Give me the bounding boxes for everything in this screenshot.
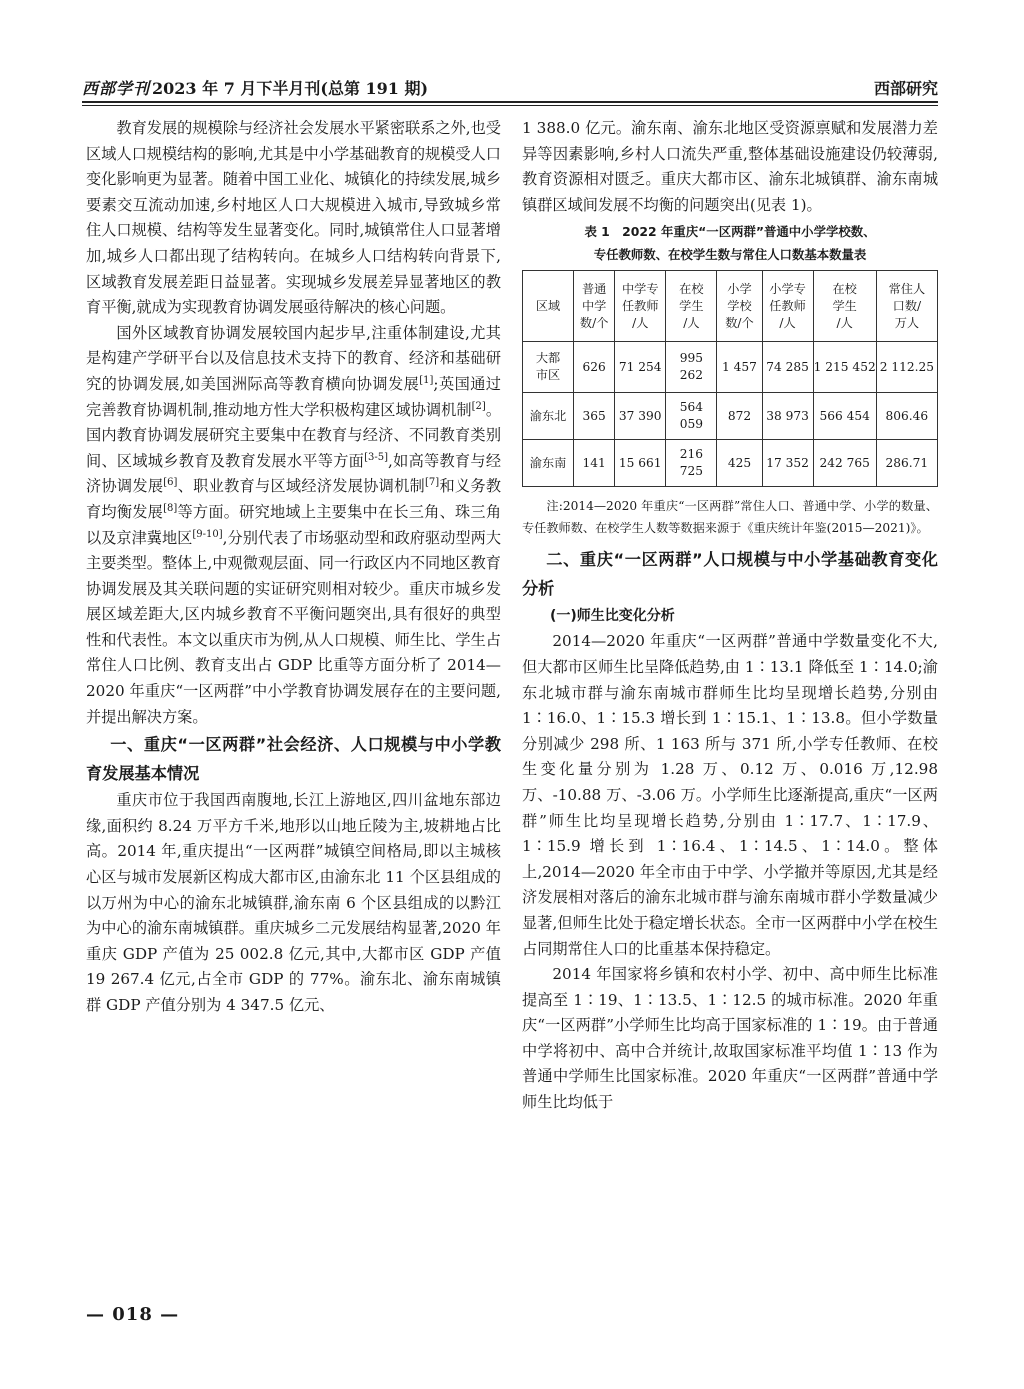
paragraph-national-standard: 2014 年国家将乡镇和农村小学、初中、高中师生比标准提高至 1∶19、1∶13.5、1∶12.5 的城市标准。2020 年重庆“一区两群”小学师生比均高于国家标准的 1∶19。由于普通中学将初中、高中合并统计,故取国家标准平均值 1∶13 作为普通中学师生比国家标准。2020 年重庆“一区两群”普通中学师生比均低于 bbox=[522, 965, 938, 1112]
table-row bbox=[523, 342, 938, 393]
header-primary-schools: 小学 学校 数/个 bbox=[717, 271, 762, 342]
text-run: 和义务教育均衡发展 bbox=[86, 477, 502, 521]
text-run: 国外区域教育协调发展较国内起步早,注重体制建设,尤其是构建产学研平台以及信息技术支持下的教育、经济和基础研究的协调发展,如美国洲际高等教育横向协调发展 bbox=[86, 323, 501, 393]
section-name: 西部研究 bbox=[873, 79, 938, 98]
header-middle-students: 在校 学生 /人 bbox=[666, 271, 717, 342]
header-primary-students: 在校 学生 /人 bbox=[813, 271, 876, 342]
right-column bbox=[522, 116, 938, 1116]
table-note: 注:2014—2020 年重庆“一区两群”常住人口、普通中学、小学的数量、专任教师数、在校学生人数等数据来源于《重庆统计年鉴(2015—2021)》。 bbox=[522, 499, 938, 536]
cell: 995 262 bbox=[666, 342, 717, 393]
text-run: 等方面。研究地域上主要集中在长三角、珠三角以及京津冀地区 bbox=[86, 502, 502, 547]
table-caption-line-1: 表 1 2022 年重庆“一区两群”普通中小学学校数、 bbox=[584, 224, 876, 240]
cell: 566 454 bbox=[813, 393, 876, 440]
cell: 626 bbox=[574, 342, 615, 393]
paragraph-intro: 教育发展的规模除与经济社会发展水平紧密联系之外,也受区域人口规模结构的影响,尤其是中小学基础教育的规模受人口变化影响更为显著。随着中国工业化、城镇化的持续发展,城乡要素交互流动加速,乡村地区人口大规模进入城市,导致城乡常住人口规模、结构等发生显著变化。同时,城镇常住人口显著增加,城乡人口都出现了结构转向。在城乡人口结构转向背景下,区域教育发展差距日益显著。实现城乡发展差异显著地区的教育平衡,就成为实现教育协调发展亟待解决的核心问题。 bbox=[86, 119, 501, 317]
page-number: — 018 — bbox=[86, 1304, 180, 1325]
table-caption bbox=[522, 220, 938, 266]
cell: 286.71 bbox=[876, 440, 937, 487]
row-region: 大都 市区 bbox=[523, 342, 574, 393]
row-region: 渝东南 bbox=[523, 440, 574, 487]
header-rule bbox=[82, 101, 938, 103]
text-run: ,如高等教育与经济协调发展 bbox=[86, 451, 502, 496]
data-table bbox=[522, 270, 938, 487]
table-row bbox=[523, 393, 938, 440]
header-population: 常住人 口数/ 万人 bbox=[876, 271, 937, 342]
cell: 37 390 bbox=[615, 393, 666, 440]
row-region: 渝东北 bbox=[523, 393, 574, 440]
journal-logo: 西部学刊 bbox=[82, 79, 151, 98]
table-caption-line-2: 专任教师数、在校学生数与常住人口数基本数量表 bbox=[593, 247, 867, 263]
subsection-heading: (一)师生比变化分析 bbox=[550, 608, 675, 625]
header-middle-schools: 普通 中学 数/个 bbox=[574, 271, 615, 342]
paragraph-chongqing-overview: 重庆市位于我国西南腹地,长江上游地区,四川盆地东部边缘,面积约 8.24 万平方千米,地形以山地丘陵为主,坡耕地占比高。2014 年,重庆提出“一区两群”城镇空间格局,即以主城核心区与城市发展新区构成大都市区,由渝东北 11 个区县组成的以万州为中心的渝东北城镇群,渝东南 6 个区县组成的以黔江为中心的渝东南城镇群。重庆城乡二元发展结构显著,2020 年重庆 GDP 产值为 25 002.8 亿元,其中,大都市区 GDP 产值 19 267.4 亿元,占全市 GDP 的 77%。渝东北、渝东南城镇群 GDP 产值分别为 4 347.5 亿元、 bbox=[86, 791, 501, 1014]
cell: 806.46 bbox=[876, 393, 937, 440]
cell: 74 285 bbox=[762, 342, 813, 393]
cell: 17 352 bbox=[762, 440, 813, 487]
citation-ref: [7] bbox=[425, 477, 440, 489]
cell: 1 457 bbox=[717, 342, 762, 393]
cell: 141 bbox=[574, 440, 615, 487]
header-primary-teachers: 小学专 任教师 /人 bbox=[762, 271, 813, 342]
cell: 872 bbox=[717, 393, 762, 440]
citation-ref: [3-5] bbox=[364, 451, 389, 463]
cell: 15 661 bbox=[615, 440, 666, 487]
header-rule-thin bbox=[82, 105, 938, 106]
text-run: 。国内教育协调发展研究主要集中在教育与经济、不同教育类别间、区域城乡教育及教育发展水平等方面 bbox=[86, 400, 502, 470]
cell: 216 725 bbox=[666, 440, 717, 487]
cell: 365 bbox=[574, 393, 615, 440]
issue-info: 2023 年 7 月下半月刊(总第 191 期) bbox=[152, 79, 429, 98]
page-header bbox=[82, 72, 938, 102]
header-middle-teachers: 中学专 任教师 /人 bbox=[615, 271, 666, 342]
paragraph-ratio-analysis: 2014—2020 年重庆“一区两群”普通中学数量变化不大,但大都市区师生比呈降低趋势,由 1∶13.1 降低至 1∶14.0;渝东北城市群与渝东南城市群师生比均呈现增长趋势,分别由 1∶16.0、1∶15.3 增长到 1∶15.1、1∶13.8。但小学数量分别减少 298 所、1 163 所与 371 所,小学专任教师、在校生变化量分别为 1.28 万、0.12 万、0.016 万,12.98 万、-10.88 万、-3.06 万。小学师生比逐渐提高,重庆“一区两群”师生比均呈现增长趋势,分别由 1∶17.7、1∶17.9、1∶15.9 增长到 1∶16.4、1∶14.5、1∶14.0。整体上,2014—2020 年全市由于中学、小学撤并等原因,尤其是经济发展相对落后的渝东北城市群与渝东南城市群小学数量减少显著,但师生比处于稳定增长状态。全市一区两群中小学在校生占同期常住人口的比重基本保持稳定。 bbox=[522, 632, 938, 958]
table-header-row bbox=[523, 271, 938, 342]
citation-ref: [1] bbox=[419, 374, 434, 386]
text-run: 、职业教育与区域经济发展协调机制 bbox=[177, 477, 426, 496]
text-run: ,分别代表了市场驱动型和政府驱动型两大主要类型。整体上,中观微观层面、同一行政区内不同地区教育协调发展及其关联问题的实证研究则相对较少。重庆市城乡发展区域差距大,区内城乡教育不平衡问题突出,具有很好的典型性和代表性。本文以重庆市为例,从人口规模、师生比、学生占常住人口比例、教育支出占 GDP 比重等方面分析了 2014—2020 年重庆“一区两群”中小学教育协调发展存在的主要问题,并提出解决方案。 bbox=[86, 528, 502, 726]
cell: 242 765 bbox=[813, 440, 876, 487]
cell: 1 215 452 bbox=[813, 342, 876, 393]
cell: 71 254 bbox=[615, 342, 666, 393]
citation-ref: [8] bbox=[163, 502, 178, 514]
citation-ref: [6] bbox=[163, 477, 178, 489]
section-heading-1: 一、重庆“一区两群”社会经济、人口规模与中小学教育发展基本情况 bbox=[86, 735, 501, 784]
section-heading-2: 二、重庆“一区两群”人口规模与中小学基础教育变化分析 bbox=[522, 550, 938, 599]
left-column bbox=[86, 116, 501, 1019]
paragraph-literature bbox=[86, 321, 501, 731]
paragraph-continued: 1 388.0 亿元。渝东南、渝东北地区受资源禀赋和发展潜力差异等因素影响,乡村人口流失严重,整体基础设施建设仍较薄弱,教育资源相对匮乏。重庆大都市区、渝东北城镇群、渝东南城镇群区域间发展不均衡的问题突出(见表 1)。 bbox=[522, 119, 938, 214]
table-row bbox=[523, 440, 938, 487]
cell: 425 bbox=[717, 440, 762, 487]
header-region: 区域 bbox=[523, 271, 574, 342]
citation-ref: [2] bbox=[471, 400, 486, 412]
citation-ref: [9-10] bbox=[192, 528, 223, 540]
journal-issue-line bbox=[82, 76, 428, 99]
cell: 564 059 bbox=[666, 393, 717, 440]
cell: 38 973 bbox=[762, 393, 813, 440]
cell: 2 112.25 bbox=[876, 342, 937, 393]
text-run: ;英国通过完善教育协调机制,推动地方性大学积极构建区域协调机制 bbox=[86, 374, 501, 419]
